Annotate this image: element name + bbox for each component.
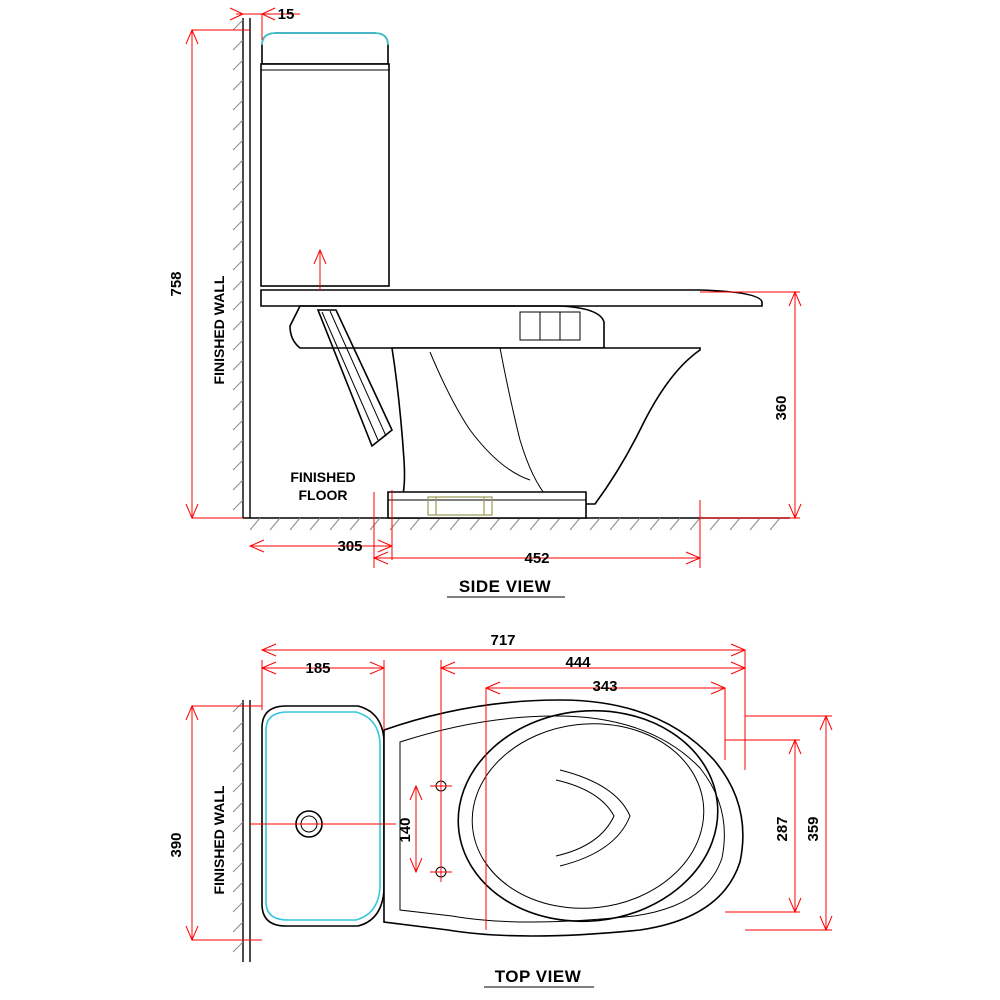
dim-444-label: 444: [565, 654, 591, 671]
side-pedestal-base: [388, 492, 586, 518]
dim-185-label: 185: [305, 660, 331, 677]
top-view-group: [186, 644, 832, 962]
side-bowl: [392, 348, 700, 504]
dim-452-label: 452: [524, 550, 550, 567]
dim-717-label: 717: [490, 632, 516, 649]
dim-343-label: 343: [592, 678, 618, 695]
dim-390-label: 390: [168, 832, 185, 858]
side-view-title: SIDE VIEW: [458, 577, 552, 596]
top-cistern: [262, 706, 384, 926]
side-seat-lid: [261, 290, 762, 348]
top-finished-wall: [233, 700, 250, 962]
top-view-title: TOP VIEW: [494, 967, 582, 986]
side-finished-wall: [233, 18, 250, 518]
dim-287-label: 287: [774, 816, 791, 842]
dim-360-label: 360: [773, 395, 790, 421]
side-finished-wall-label: FINISHED WALL: [211, 275, 227, 385]
finished-floor-label-2: FLOOR: [298, 487, 348, 503]
side-finished-floor: [243, 518, 790, 530]
dim-305-label: 305: [337, 538, 363, 555]
dim-15-label: 15: [277, 6, 295, 23]
side-view-group: [186, 8, 801, 568]
top-finished-wall-label: FINISHED WALL: [211, 785, 227, 895]
side-cistern: [261, 33, 389, 286]
side-hinge: [318, 310, 392, 446]
dim-140-label: 140: [397, 817, 414, 843]
finished-floor-label-1: FINISHED: [290, 469, 356, 485]
top-bowl-outline: [384, 700, 743, 936]
dim-758-label: 758: [168, 271, 185, 297]
dim-359-label: 359: [805, 816, 822, 842]
